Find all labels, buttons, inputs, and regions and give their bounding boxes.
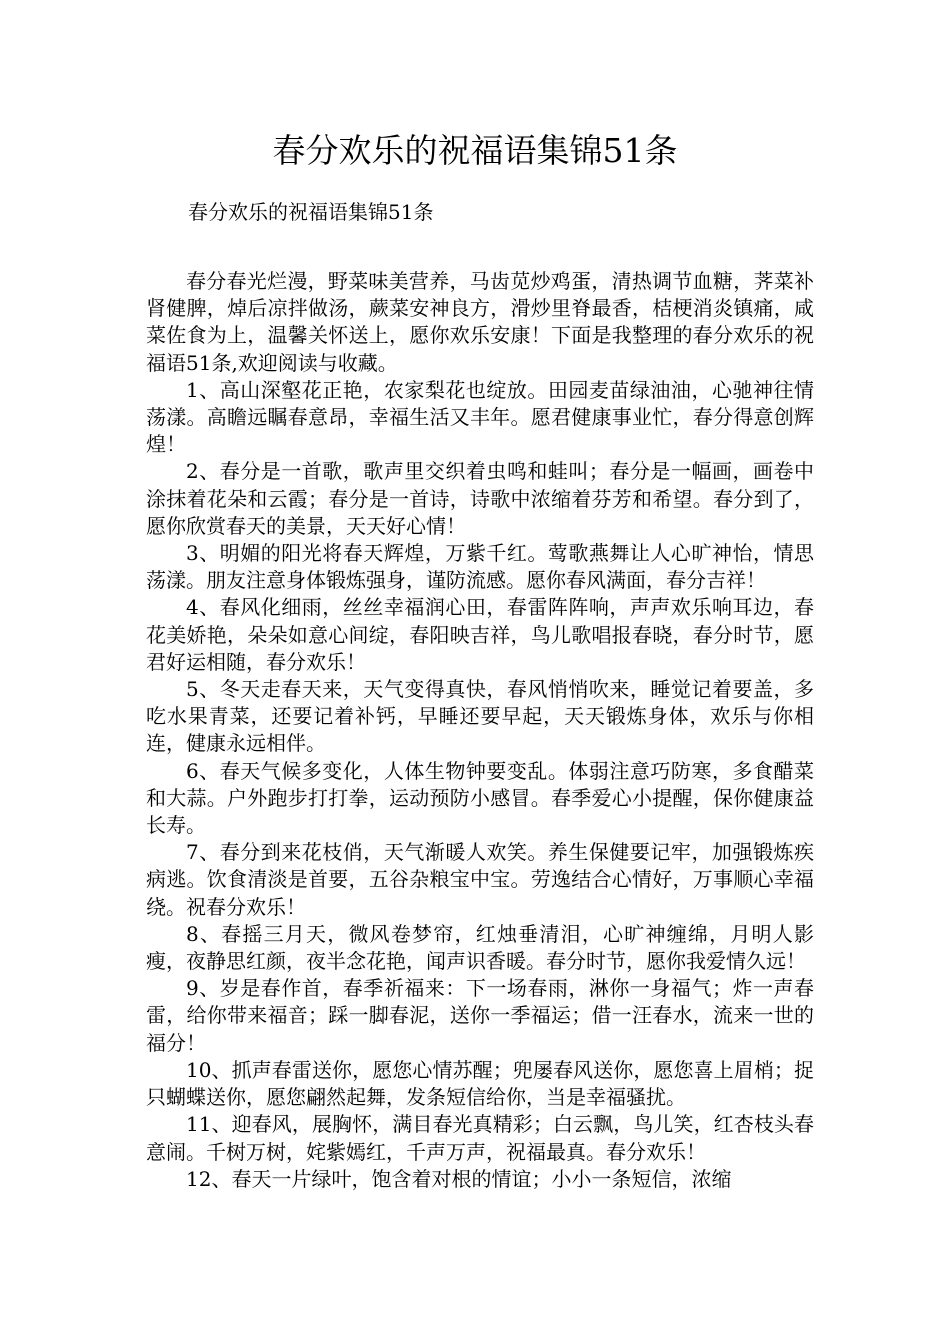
blessing-paragraph-9: 9、岁是春作首，春季祈福来：下一场春雨，淋你一身福气；炸一声春雷，给你带来福音；踩一脚春泥，送你一季福运；借一汪春水，流来一世的福分！ <box>146 976 814 1055</box>
blessing-paragraph-5: 5、冬天走春天来，天气变得真快，春风悄悄吹来，睡觉记着要盖，多吃水果青菜，还要记着补钙，早睡还要早起，天天锻炼身体，欢乐与你相连，健康永远相伴。 <box>146 677 814 756</box>
blessing-paragraph-3: 3、明媚的阳光将春天辉煌，万紫千红。莺歌燕舞让人心旷神怡，情思荡漾。朋友注意身体锻炼强身，谨防流感。愿你春风满面，春分吉祥！ <box>146 541 814 593</box>
blessing-paragraph-12: 12、春天一片绿叶，饱含着对根的情谊；小小一条短信，浓缩 <box>186 1166 732 1191</box>
document-subtitle: 春分欢乐的祝福语集锦51条 <box>188 200 434 224</box>
blessing-paragraph-8: 8、春摇三月天，微风卷梦帘，红烛垂清泪，心旷神缠绵，月明人影瘦，夜静思红颜，夜半念花艳，闻声识香暖。春分时节，愿你我爱情久远！ <box>146 921 814 974</box>
blessing-paragraph-11: 11、迎春风，展胸怀，满目春光真精彩；白云飘，鸟儿笑，红杏枝头春意闹。千树万树，姹紫嫣红，千声万声，祝福最真。春分欢乐！ <box>146 1112 814 1164</box>
document-body <box>146 268 814 1193</box>
blessing-paragraph-2: 2、春分是一首歌，歌声里交织着虫鸣和蛙叫；春分是一幅画，画卷中涂抹着花朵和云霞；春分是一首诗，诗歌中浓缩着芬芳和希望。春分到了，愿你欣赏春天的美景，天天好心情！ <box>146 459 814 538</box>
blessing-paragraph-6: 6、春天气候多变化，人体生物钟要变乱。体弱注意巧防寒，多食醋菜和大蒜。户外跑步打打拳，运动预防小感冒。春季爱心小提醒，保你健康益长寿。 <box>146 758 814 838</box>
blessing-paragraph-10: 10、抓声春雷送你，愿您心情苏醒；兜屡春风送你，愿您喜上眉梢；捉只蝴蝶送你，愿您翩然起舞，发条短信给你，当是幸福骚扰。 <box>146 1057 814 1110</box>
blessing-paragraph-4: 4、春风化细雨，丝丝幸福润心田，春雷阵阵响，声声欢乐响耳边，春花美娇艳，朵朵如意心间绽，春阳映吉祥，鸟儿歌唱报春晓，春分时节，愿君好运相随，春分欢乐！ <box>146 595 814 674</box>
intro-paragraph: 春分春光烂漫，野菜味美营养，马齿苋炒鸡蛋，清热调节血糖，荠菜补肾健脾，焯后凉拌做汤，蕨菜安神良方，滑炒里脊最香，桔梗消炎镇痛，咸菜佐食为上，温馨关怀送上，愿你欢乐安康！下面是我整理的春分欢乐的祝福语51条,欢迎阅读与收藏。 <box>146 269 814 375</box>
blessing-paragraph-7: 7、春分到来花枝俏，天气渐暖人欢笑。养生保健要记牢，加强锻炼疾病逃。饮食清淡是首要，五谷杂粮宝中宝。劳逸结合心情好，万事顺心幸福绕。祝春分欢乐！ <box>146 840 814 919</box>
document-title: 春分欢乐的祝福语集锦51条 <box>272 131 678 170</box>
blessing-paragraph-1: 1、高山深壑花正艳，农家梨花也绽放。田园麦苗绿油油，心驰神往情荡漾。高瞻远瞩春意昂，幸福生活又丰年。愿君健康事业忙，春分得意创辉煌！ <box>146 377 814 457</box>
